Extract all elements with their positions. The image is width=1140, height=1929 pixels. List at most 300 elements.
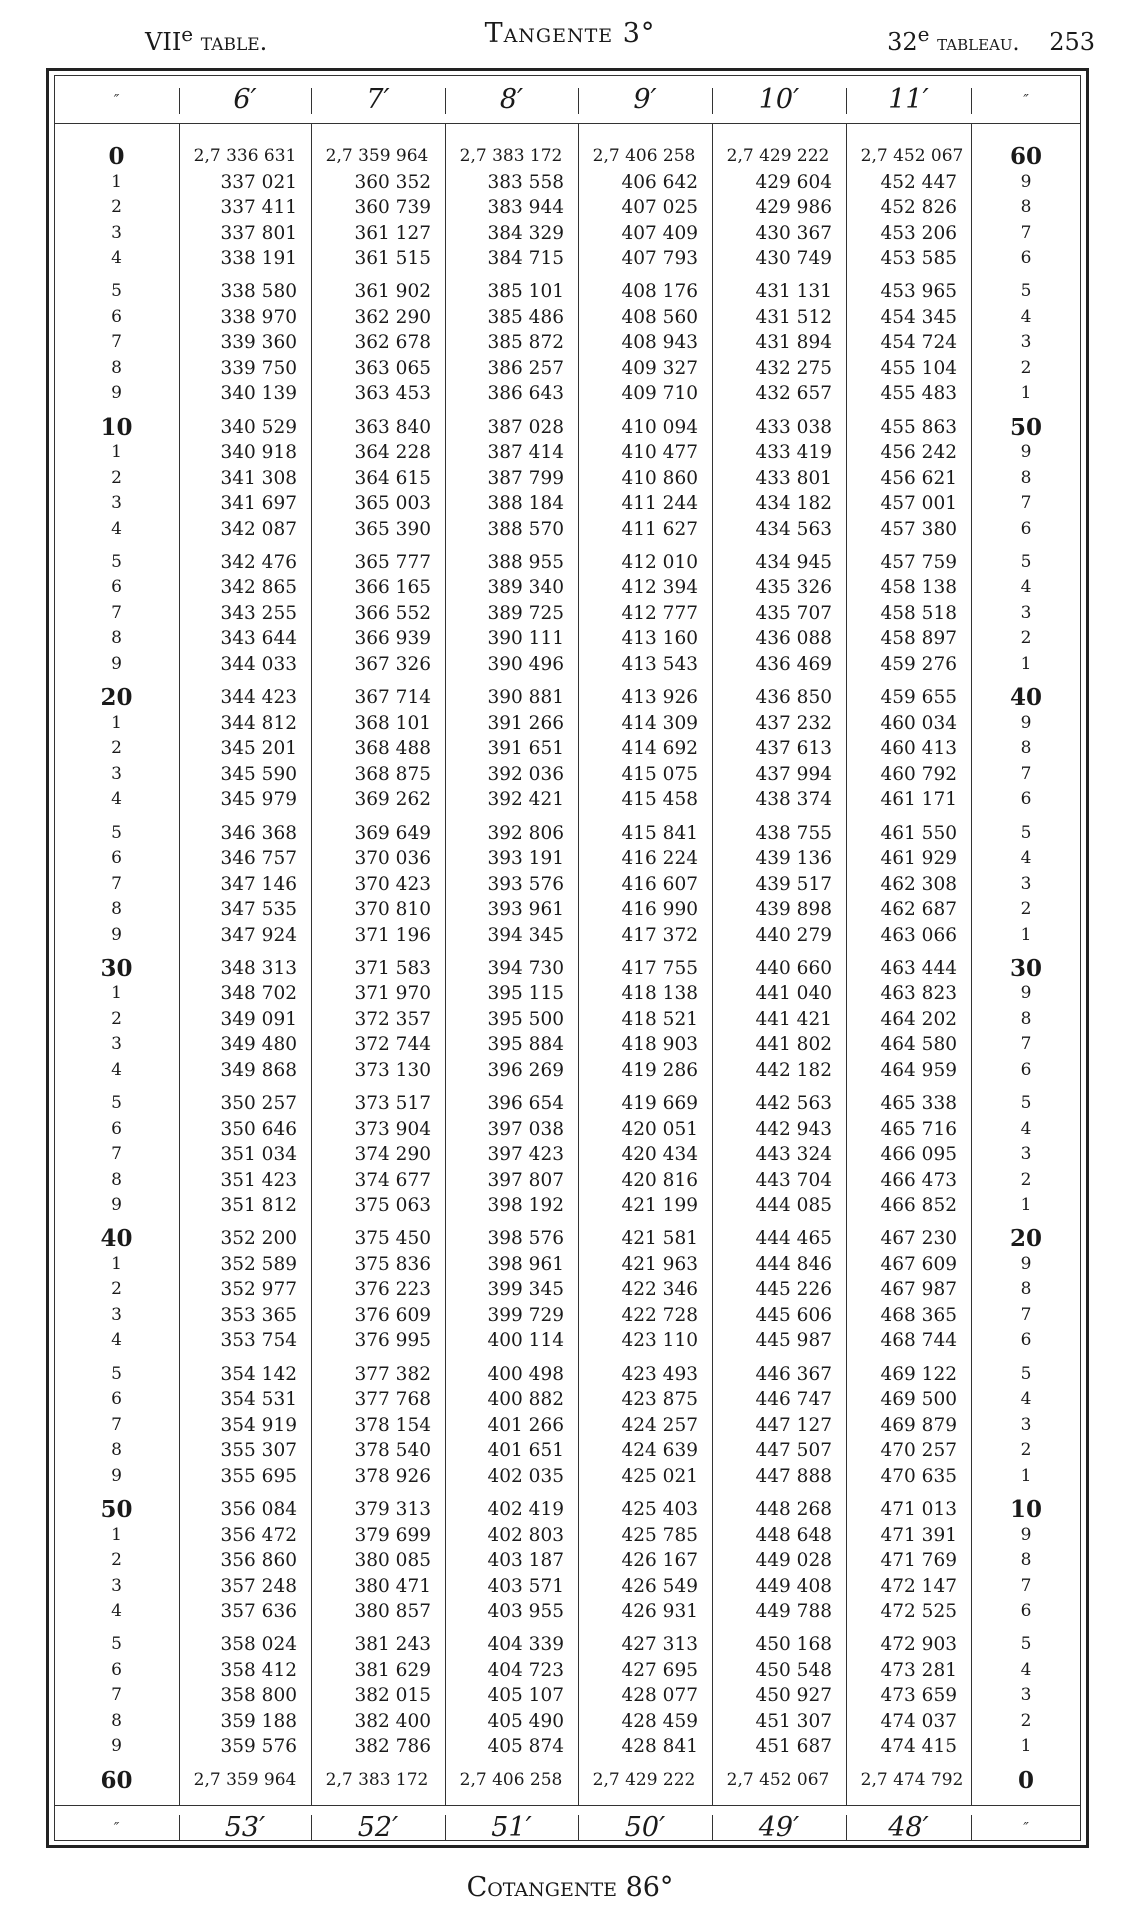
table-row [54, 440, 1081, 465]
table-cell: 453 206 [880, 222, 957, 244]
table-cell: 416 224 [621, 848, 698, 869]
table-row [54, 466, 1081, 491]
table-row [54, 1709, 1081, 1734]
table-cell: 400 498 [487, 1363, 564, 1385]
seconds-label-left: 8 [111, 1169, 122, 1190]
table-cell: 337 801 [220, 222, 297, 244]
table-cell: 361 902 [354, 281, 431, 303]
table-cell: 361 515 [354, 248, 431, 269]
table-row [54, 1277, 1081, 1302]
table-row [54, 279, 1081, 304]
table-cell: 343 255 [220, 602, 297, 624]
table-cell: 464 202 [880, 1008, 957, 1030]
table-cell: 380 857 [354, 1601, 431, 1622]
seconds-label-left: 4 [111, 1059, 122, 1080]
table-cell: 422 346 [621, 1279, 698, 1301]
table-row [54, 1168, 1081, 1193]
seconds-label-left: 7 [111, 873, 122, 894]
seconds-label-right: 8 [1020, 1279, 1032, 1300]
table-cell: 438 755 [755, 822, 832, 844]
table-cell: 425 785 [621, 1524, 698, 1546]
header-table-sup: e [181, 22, 194, 46]
table-cell: 417 372 [621, 924, 698, 946]
table-cell: 421 581 [621, 1228, 698, 1250]
table-cell: 353 365 [220, 1304, 297, 1326]
col-footer-50: 50′ [624, 1812, 666, 1843]
table-cell: 364 228 [354, 442, 431, 464]
seconds-label-right: 6 [1020, 1601, 1032, 1621]
seconds-label-right: 5 [1020, 281, 1032, 302]
seconds-label-right: 3 [1020, 1144, 1032, 1165]
seconds-label-right: 20 [1009, 1225, 1042, 1253]
table-cell: 352 977 [220, 1279, 297, 1301]
table-cell: 456 621 [880, 467, 957, 489]
table-cell: 466 852 [880, 1195, 957, 1217]
seconds-label-right: 6 [1020, 789, 1032, 810]
table-cell: 339 360 [220, 332, 297, 354]
table-cell: 455 104 [880, 357, 957, 379]
seconds-label-right: 4 [1020, 1118, 1032, 1139]
table-cell: 449 788 [755, 1601, 832, 1622]
table-cell: 342 865 [220, 577, 297, 599]
table-cell: 395 115 [487, 983, 564, 1005]
table-cell: 437 232 [755, 712, 832, 734]
table-row [54, 1032, 1081, 1057]
seconds-label-right: 4 [1020, 848, 1032, 868]
table-cell: 376 995 [354, 1330, 431, 1352]
col-sep [971, 88, 972, 114]
table-cell: 350 646 [220, 1118, 297, 1140]
table-cell: 441 421 [755, 1008, 832, 1030]
table-cell: 394 730 [487, 957, 564, 979]
table-cell: 2,7 359 964 [325, 146, 429, 166]
seconds-header-left: ″ [113, 91, 120, 109]
seconds-label-left: 9 [111, 924, 122, 945]
table-cell: 467 987 [880, 1279, 957, 1301]
table-cell: 385 872 [487, 332, 564, 354]
table-cell: 441 040 [755, 983, 832, 1005]
table-cell: 355 695 [220, 1465, 297, 1487]
table-cell: 352 200 [220, 1228, 297, 1250]
table-cell: 381 243 [354, 1634, 431, 1656]
seconds-label-left: 7 [111, 1414, 122, 1435]
table-row [54, 736, 1081, 761]
col-sep [712, 1815, 713, 1841]
table-cell: 359 576 [220, 1736, 297, 1758]
seconds-label-right: 3 [1020, 873, 1032, 894]
seconds-label-left: 1 [111, 1524, 122, 1545]
table-row [54, 1007, 1081, 1032]
seconds-label-left: 2 [111, 1279, 122, 1300]
table-cell: 366 939 [354, 628, 431, 650]
table-cell: 339 750 [220, 357, 297, 379]
table-cell: 403 955 [487, 1601, 564, 1622]
seconds-label-left: 9 [111, 1736, 122, 1757]
table-cell: 369 649 [354, 822, 431, 844]
table-cell: 342 087 [220, 518, 297, 540]
table-cell: 345 201 [220, 738, 297, 760]
table-row [54, 381, 1081, 406]
table-cell: 416 607 [621, 873, 698, 895]
table-row [54, 846, 1081, 871]
seconds-label-left: 9 [111, 383, 122, 404]
seconds-label-right: 2 [1020, 1169, 1032, 1190]
seconds-label-left: 7 [111, 332, 122, 353]
seconds-label-right: 6 [1020, 1330, 1032, 1351]
table-cell: 409 710 [621, 383, 698, 405]
col-sep [846, 88, 847, 114]
table-cell: 393 961 [487, 899, 564, 920]
seconds-label-right: 1 [1020, 1465, 1032, 1486]
table-cell: 375 063 [354, 1195, 431, 1217]
seconds-label-left: 1 [111, 712, 122, 733]
table-cell: 467 230 [880, 1228, 957, 1250]
seconds-label-right: 1 [1020, 1195, 1032, 1216]
table-cell: 437 613 [755, 738, 832, 760]
col-sep [578, 88, 579, 114]
seconds-label-right: 9 [1020, 1524, 1032, 1545]
table-cell: 338 580 [220, 281, 297, 303]
table-cell: 347 146 [220, 873, 297, 895]
table-cell: 2,7 383 172 [459, 146, 563, 166]
table-cell: 388 955 [487, 551, 564, 573]
table-cell: 383 944 [487, 197, 564, 218]
seconds-label-left: 1 [111, 1253, 122, 1274]
table-cell: 465 716 [880, 1118, 957, 1140]
seconds-label-right: 7 [1020, 1304, 1032, 1325]
table-row [54, 626, 1081, 651]
seconds-label-right: 30 [1009, 954, 1042, 982]
table-cell: 346 368 [220, 822, 297, 844]
table-cell: 450 168 [755, 1634, 832, 1656]
seconds-label-right: 5 [1020, 551, 1032, 572]
table-cell: 355 307 [220, 1440, 297, 1462]
table-cell: 381 629 [354, 1659, 431, 1681]
table-cell: 365 003 [354, 493, 431, 515]
table-cell: 342 476 [220, 551, 297, 573]
table-row [54, 872, 1081, 897]
table-cell: 360 352 [354, 171, 431, 193]
table-cell: 408 176 [621, 281, 698, 303]
table-cell: 365 390 [354, 518, 431, 540]
col-sep [445, 1815, 446, 1841]
seconds-label-left: 8 [111, 628, 122, 649]
table-cell: 407 409 [621, 222, 698, 244]
table-cell: 437 994 [755, 763, 832, 785]
table-row [54, 1734, 1081, 1759]
table-row [54, 221, 1081, 246]
table-cell: 444 085 [755, 1195, 832, 1217]
table-row [54, 1387, 1081, 1412]
table-cell: 402 035 [487, 1465, 564, 1487]
table-cell: 360 739 [354, 197, 431, 218]
table-cell: 2,7 359 964 [193, 1769, 297, 1790]
table-cell: 363 840 [354, 416, 431, 438]
table-row [54, 1438, 1081, 1463]
table-cell: 383 558 [487, 171, 564, 193]
table-cell: 418 903 [621, 1034, 698, 1056]
table-row [54, 1328, 1081, 1353]
table-cell: 473 659 [880, 1685, 957, 1707]
seconds-label-left: 20 [100, 684, 133, 712]
table-cell: 465 338 [880, 1093, 957, 1115]
seconds-label-right: 7 [1020, 222, 1032, 243]
table-cell: 445 606 [755, 1304, 832, 1326]
table-cell: 348 313 [220, 957, 297, 979]
col-footer-48: 48′ [888, 1812, 929, 1843]
table-cell: 410 477 [621, 442, 698, 464]
table-cell: 468 744 [880, 1330, 957, 1352]
seconds-label-right: 2 [1020, 899, 1032, 919]
table-cell: 444 465 [755, 1228, 832, 1250]
table-cell: 410 094 [621, 416, 698, 438]
table-row [54, 1142, 1081, 1167]
seconds-label-right: 7 [1020, 493, 1032, 514]
seconds-label-left: 3 [111, 1034, 122, 1055]
table-cell: 374 290 [354, 1144, 431, 1166]
table-cell: 434 563 [755, 518, 832, 540]
table-cell: 432 275 [755, 357, 832, 379]
page-number: 253 [1049, 28, 1095, 56]
table-cell: 428 841 [621, 1736, 698, 1758]
seconds-label-left: 40 [100, 1225, 133, 1253]
seconds-label-right: 5 [1020, 1363, 1032, 1384]
table-cell: 447 127 [755, 1414, 832, 1436]
table-cell: 349 091 [220, 1008, 297, 1030]
table-cell: 449 028 [755, 1550, 832, 1571]
table-row [54, 356, 1081, 381]
table-cell: 468 365 [880, 1304, 957, 1326]
seconds-label-right: 7 [1020, 1034, 1032, 1055]
table-cell: 393 191 [487, 848, 564, 869]
table-cell: 454 345 [880, 306, 957, 328]
col-footer-53: 53′ [224, 1812, 266, 1843]
table-row [54, 550, 1081, 575]
table-cell: 403 571 [487, 1575, 564, 1597]
table-cell: 431 131 [755, 281, 832, 303]
table-cell: 464 580 [880, 1034, 957, 1056]
table-cell: 385 101 [487, 281, 564, 303]
col-footer-49: 49′ [758, 1812, 800, 1843]
seconds-label-left: 3 [111, 222, 122, 243]
seconds-label-left: 30 [100, 954, 133, 982]
seconds-label-right: 8 [1020, 738, 1032, 759]
table-cell: 362 290 [354, 306, 431, 328]
table-row [54, 246, 1081, 271]
table-cell: 344 423 [220, 687, 297, 709]
seconds-footer-right: ″ [1023, 1819, 1029, 1837]
table-cell: 2,7 336 631 [193, 146, 297, 166]
table-cell: 349 480 [220, 1034, 297, 1056]
seconds-label-left: 6 [111, 1659, 122, 1680]
table-cell: 461 550 [880, 822, 957, 844]
table-cell: 374 677 [354, 1169, 431, 1191]
table-cell: 473 281 [880, 1659, 957, 1681]
header-tableau [887, 14, 1095, 54]
table-cell: 351 034 [220, 1144, 297, 1166]
header-table-roman: VII [145, 28, 182, 56]
table-cell: 423 493 [621, 1363, 698, 1385]
table-cell: 430 749 [755, 248, 832, 269]
table-cell: 393 576 [487, 873, 564, 895]
table-cell: 370 810 [354, 899, 431, 920]
table-cell: 458 518 [880, 602, 957, 624]
table-cell: 418 138 [621, 983, 698, 1005]
table-cell: 400 114 [487, 1330, 564, 1352]
table-row [54, 1548, 1081, 1573]
table-cell: 472 147 [880, 1575, 957, 1597]
table-row [54, 1117, 1081, 1142]
table-cell: 469 500 [880, 1389, 957, 1411]
table-cell: 463 823 [880, 983, 957, 1005]
seconds-label-left: 7 [111, 602, 122, 623]
table-cell: 366 165 [354, 577, 431, 599]
table-cell: 2,7 406 258 [592, 146, 696, 166]
seconds-label-left: 60 [100, 1766, 133, 1794]
table-cell: 454 724 [880, 332, 957, 354]
table-cell: 341 308 [220, 467, 297, 489]
table-cell: 397 423 [487, 1144, 564, 1166]
table-cell: 368 875 [354, 763, 431, 785]
table-cell: 435 707 [755, 602, 832, 624]
table-cell: 387 028 [487, 416, 564, 438]
table-cell: 426 931 [621, 1601, 698, 1622]
col-header-8: 8′ [499, 84, 524, 115]
table-cell: 389 725 [487, 602, 564, 624]
table-cell: 433 038 [755, 416, 832, 438]
seconds-label-right: 2 [1020, 628, 1032, 649]
table-cell: 448 268 [755, 1499, 832, 1520]
seconds-label-left: 5 [111, 1634, 122, 1655]
table-cell: 352 589 [220, 1253, 297, 1275]
seconds-label-right: 60 [1009, 143, 1042, 170]
table-cell: 415 075 [621, 763, 698, 785]
table-row [54, 1497, 1081, 1522]
table-cell: 460 413 [880, 738, 957, 760]
col-sep [179, 88, 180, 114]
seconds-label-right: 9 [1020, 1253, 1032, 1274]
table-cell: 444 846 [755, 1253, 832, 1275]
col-sep [971, 1815, 972, 1841]
table-row [54, 601, 1081, 626]
table-cell: 420 816 [621, 1169, 698, 1191]
table-cell: 450 548 [755, 1659, 832, 1681]
table-cell: 467 609 [880, 1253, 957, 1275]
seconds-label-right: 2 [1020, 357, 1032, 378]
seconds-label-left: 9 [111, 1465, 122, 1486]
table-cell: 382 400 [354, 1710, 431, 1732]
table-cell: 364 615 [354, 467, 431, 489]
table-cell: 457 380 [880, 518, 957, 540]
table-cell: 395 500 [487, 1008, 564, 1030]
table-cell: 470 635 [880, 1465, 957, 1487]
table-cell: 403 187 [487, 1550, 564, 1571]
table-cell: 404 339 [487, 1634, 564, 1656]
table-cell: 412 777 [621, 602, 698, 624]
seconds-label-right: 50 [1009, 413, 1042, 441]
table-cell: 413 543 [621, 653, 698, 675]
table-cell: 434 182 [755, 493, 832, 515]
seconds-label-left: 8 [111, 899, 122, 919]
seconds-label-left: 1 [111, 442, 122, 463]
table-cell: 429 604 [755, 171, 832, 193]
table-cell: 376 609 [354, 1304, 431, 1326]
table-cell: 405 874 [487, 1736, 564, 1758]
table-cell: 408 560 [621, 306, 698, 328]
table-cell: 377 382 [354, 1363, 431, 1385]
table-cell: 419 669 [621, 1093, 698, 1115]
table-cell: 470 257 [880, 1440, 957, 1462]
seconds-label-right: 40 [1009, 684, 1042, 712]
table-row [54, 897, 1081, 922]
table-cell: 373 517 [354, 1093, 431, 1115]
table-cell: 356 860 [220, 1550, 297, 1571]
table-cell: 391 651 [487, 738, 564, 760]
table-cell: 415 458 [621, 789, 698, 811]
table-cell: 369 262 [354, 789, 431, 811]
table-cell: 412 010 [621, 551, 698, 573]
seconds-label-right: 6 [1020, 518, 1032, 539]
table-cell: 471 013 [880, 1499, 957, 1520]
table-cell: 378 154 [354, 1414, 431, 1436]
seconds-label-right: 4 [1020, 306, 1032, 327]
table-row [54, 685, 1081, 710]
seconds-label-left: 2 [111, 1008, 122, 1029]
seconds-label-left: 1 [111, 171, 122, 192]
seconds-label-right: 4 [1020, 577, 1032, 598]
col-sep [311, 1815, 312, 1841]
seconds-label-left: 2 [111, 197, 122, 217]
table-cell: 407 793 [621, 248, 698, 269]
table-cell: 414 692 [621, 738, 698, 760]
seconds-label-right: 10 [1009, 1496, 1042, 1523]
seconds-label-left: 4 [111, 1330, 122, 1351]
table-cell: 2,7 452 067 [726, 1769, 830, 1790]
table-cell: 451 307 [755, 1710, 832, 1732]
table-cell: 428 077 [621, 1685, 698, 1707]
col-header-6: 6′ [233, 84, 257, 115]
table-cell: 456 242 [880, 442, 957, 464]
tangent-table-body [54, 140, 1081, 1805]
table-row [54, 1091, 1081, 1116]
table-cell: 413 160 [621, 628, 698, 650]
seconds-label-left: 6 [111, 848, 122, 868]
table-cell: 358 024 [220, 1634, 297, 1656]
table-cell: 379 313 [354, 1499, 431, 1520]
table-cell: 344 033 [220, 653, 297, 675]
table-cell: 410 860 [621, 467, 698, 489]
table-row [54, 1768, 1081, 1793]
seconds-label-right: 6 [1020, 248, 1032, 268]
table-cell: 418 521 [621, 1008, 698, 1030]
seconds-label-right: 1 [1020, 653, 1032, 674]
table-cell: 404 723 [487, 1659, 564, 1681]
col-header-10: 10′ [758, 84, 800, 115]
seconds-label-right: 9 [1020, 442, 1032, 463]
table-cell: 357 248 [220, 1575, 297, 1597]
col-sep [578, 1815, 579, 1841]
seconds-label-left: 5 [111, 822, 122, 843]
table-cell: 433 419 [755, 442, 832, 464]
table-cell: 466 473 [880, 1169, 957, 1191]
table-cell: 392 036 [487, 763, 564, 785]
table-row [54, 956, 1081, 981]
seconds-label-right: 9 [1020, 171, 1032, 192]
table-cell: 340 529 [220, 416, 297, 438]
table-cell: 439 517 [755, 873, 832, 895]
table-cell: 367 326 [354, 653, 431, 675]
table-cell: 469 122 [880, 1363, 957, 1385]
